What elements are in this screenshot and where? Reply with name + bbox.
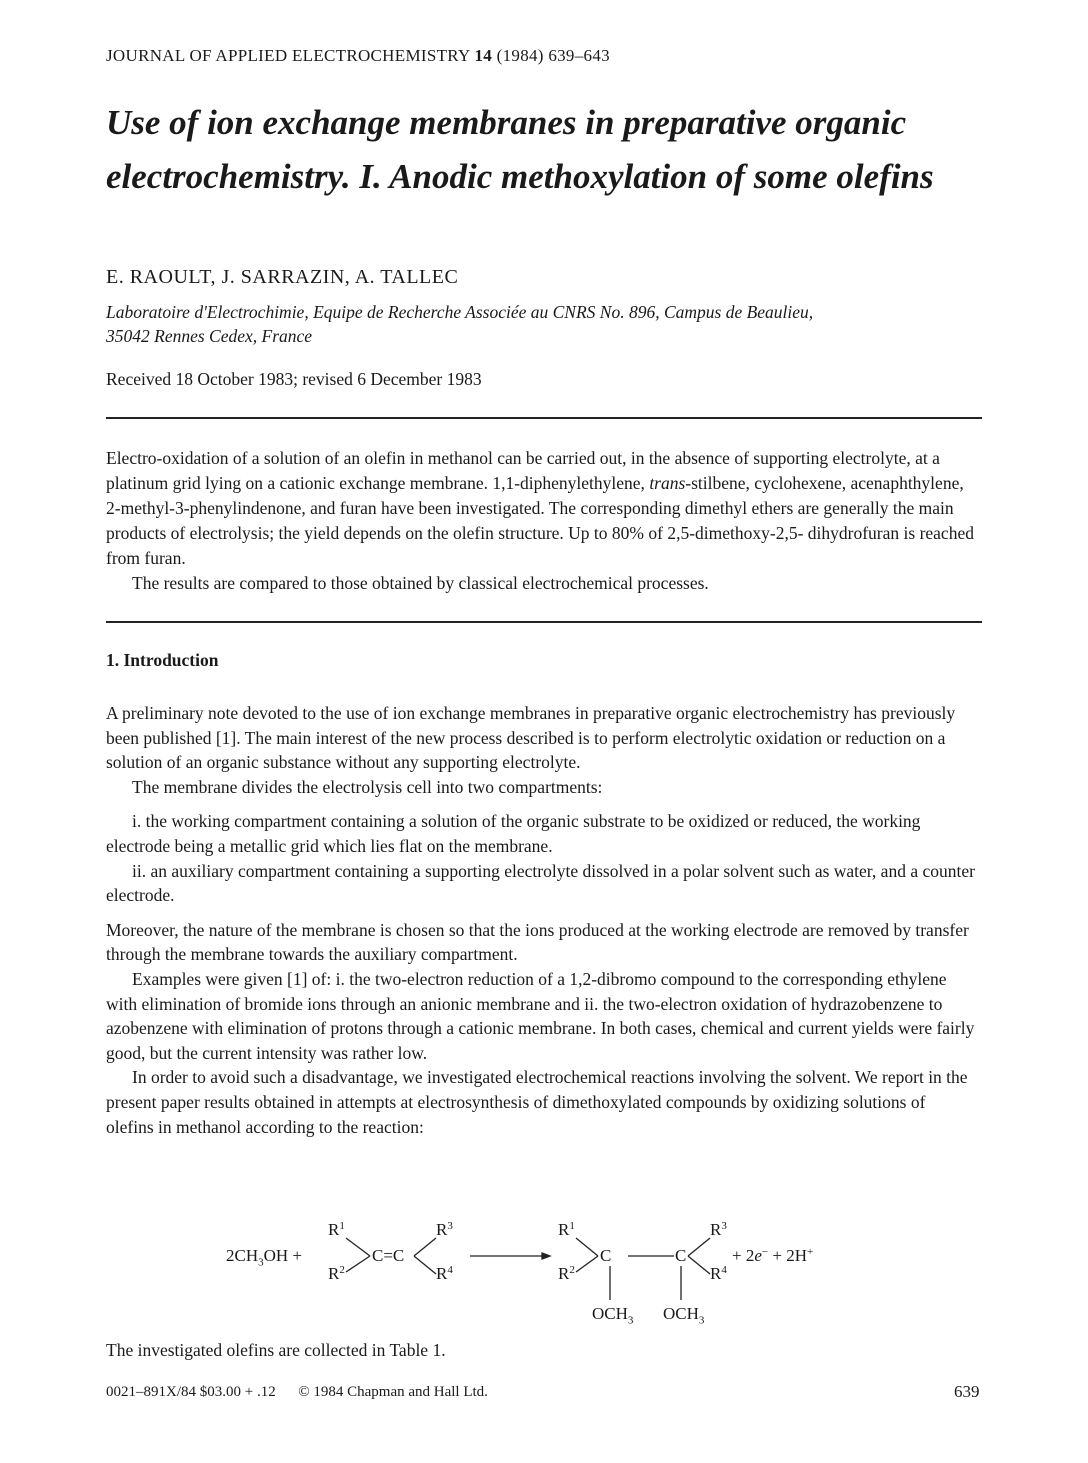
footer-info	[106, 1384, 488, 1401]
article-authors: E. RAOULT, J. SARRAZIN, A. TALLEC	[106, 266, 459, 288]
intro-closing-sentence: The investigated olefins are collected in Table 1.	[106, 1340, 446, 1360]
equation-products-tail: + 2e− + 2H+	[732, 1246, 814, 1265]
abstract-paragraph-1: Electro-oxidation of a solution of an olefin in methanol can be carried out, in the absence of supporting electrolyte, at a platinum grid lying on a cationic exchange membrane. 1,1-diphenylethylene, trans-stilbene, cyclohexene, acenaphthylene, 2-methyl-3-phenylindenone, and furan have been investigated. The corresponding dimethyl ethers are generally the main products of electrolysis; the yield depends on the olefin structure. Up to 80% of 2,5-dimethoxy-2,5- dihydrofuran is reached from furan.	[106, 448, 974, 568]
intro-paragraph-1: A preliminary note devoted to the use of ion exchange membranes in preparative organic electrochemistry has previously been published [1]. The main interest of the new process described is to perform electrolytic oxidation or reduction on a solution of an organic substance without any supporting electrolyte.	[106, 703, 956, 773]
abstract-italic-trans: trans	[649, 473, 686, 493]
equation-product-r4: $R^4$	[710, 1264, 727, 1283]
equation-reactant-r4: $R^4$	[436, 1264, 453, 1283]
section-heading-introduction: 1. Introduction	[106, 650, 219, 670]
intro-list-item-1: i. the working compartment containing a solution of the organic substrate to be oxidized or reduced, the working electrode being a metallic grid which lies flat on the membrane.	[106, 811, 921, 856]
intro-paragraph-3: Moreover, the nature of the membrane is chosen so that the ions produced at the working electrode are removed by transfer through the membrane towards the auxiliary compartment.	[106, 919, 969, 965]
equation-reactant-r1: $R^1$	[328, 1220, 345, 1239]
equation-reactant-r2: $R^2$	[328, 1264, 345, 1283]
intro-paragraph-4: Examples were given [1] of: i. the two-electron reduction of a 1,2-dibromo compound to the corresponding ethylene with elimination of bromide ions through an anionic membrane and ii. the two-electron oxidation of hydrazobenzene to azobenzene with elimination of protons through a cationic membrane. In both cases, chemical and current yields were fairly good, but the current intensity was rather low.	[106, 968, 975, 1063]
equation-reactant-methanol: $2CH_3OH$ +	[226, 1246, 303, 1269]
equation-reactant-r3: $R^3$	[436, 1220, 453, 1239]
footer-code: 0021–891X/84 $03.00 + .12	[106, 1384, 276, 1400]
journal-year-pages: (1984) 639–643	[496, 46, 610, 65]
abstract	[106, 446, 976, 596]
article-title: Use of ion exchange membranes in preparative organic electrochemistry. I. Anodic methoxylation of some olefins	[106, 103, 934, 196]
equation-bonds	[226, 1224, 866, 1334]
equation-product-carbon-2: C	[675, 1246, 687, 1265]
affiliation-line-2: 35042 Rennes Cedex, France	[106, 326, 313, 346]
abstract-bottom-rule	[106, 621, 982, 623]
affiliation-line-1: Laboratoire d'Electrochimie, Equipe de Recherche Associée au CNRS No. 896, Campus de Beaulieu,	[106, 302, 814, 322]
journal-header	[106, 46, 610, 66]
equation-methoxy-2: $OCH_3$	[663, 1304, 705, 1327]
received-dates: Received 18 October 1983; revised 6 December 1983	[106, 369, 482, 389]
journal-volume: 14	[474, 46, 493, 65]
footer-copyright: © 1984 Chapman and Hall Ltd.	[298, 1384, 488, 1400]
journal-name: JOURNAL OF APPLIED ELECTROCHEMISTRY	[106, 46, 470, 65]
equation-product-r3: $R^3$	[710, 1220, 727, 1239]
abstract-paragraph-2: The results are compared to those obtained by classical electrochemical processes.	[132, 573, 709, 593]
intro-paragraph-2: The membrane divides the electrolysis cell into two compartments:	[132, 776, 603, 797]
introduction-body	[106, 701, 976, 1139]
equation-methoxy-1: $OCH_3$	[592, 1304, 634, 1327]
page-number: 639	[954, 1382, 980, 1401]
reaction-equation	[226, 1220, 866, 1334]
intro-paragraph-5: In order to avoid such a disadvantage, we investigated electrochemical reactions involving the solvent. We report in the present paper results obtained in attempts at electrosynthesis of dimethoxylated compounds by oxidizing solutions of olefins in methanol according to the reaction:	[106, 1067, 968, 1137]
equation-product-r1: $R^1$	[558, 1220, 575, 1239]
intro-list-item-2: ii. an auxiliary compartment containing a supporting electrolyte dissolved in a polar solvent such as water, and a counter electrode.	[106, 860, 975, 906]
author-affiliation	[106, 300, 976, 348]
abstract-top-rule	[106, 417, 982, 419]
equation-reactant-double-bond: C=C	[372, 1246, 405, 1265]
equation-product-r2: $R^2$	[558, 1264, 575, 1283]
equation-product-carbon-1: C	[600, 1246, 612, 1265]
